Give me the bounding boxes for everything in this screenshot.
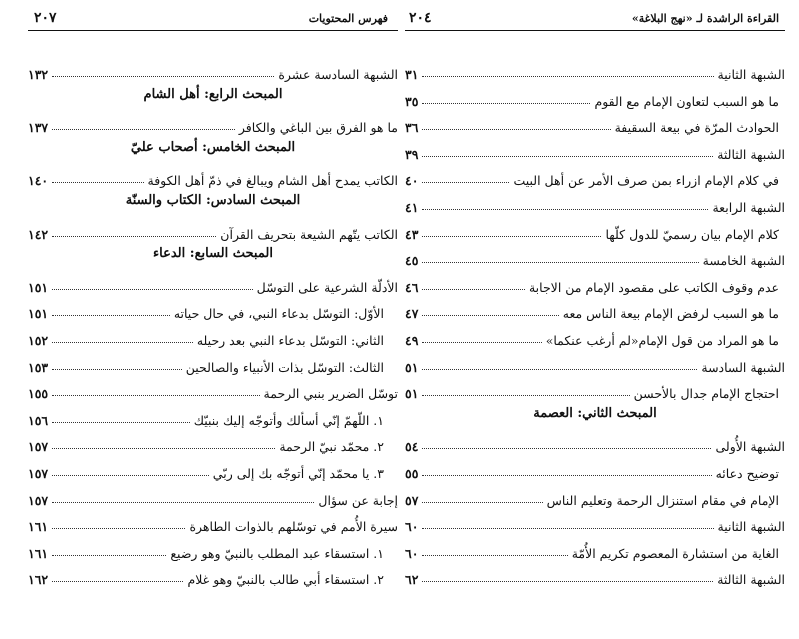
entry-page-number: ٥٤ <box>405 439 419 455</box>
toc-entry[interactable] <box>405 299 785 321</box>
dot-leader <box>52 342 193 343</box>
dot-leader <box>422 209 708 210</box>
dot-leader <box>52 236 216 237</box>
entry-title: الشبهة الثانية <box>717 519 785 535</box>
dot-leader <box>422 262 698 263</box>
toc-entry[interactable] <box>28 486 398 508</box>
dot-leader <box>52 475 209 476</box>
dot-leader <box>422 129 610 130</box>
dot-leader <box>52 581 183 582</box>
entry-title: ما هو الفرق بين الباغي والكافر <box>238 120 398 136</box>
toc-entry[interactable] <box>28 60 398 82</box>
dot-leader <box>52 448 275 449</box>
toc-entry[interactable] <box>28 539 398 561</box>
entry-title: الإمام في مقام استنزال الرحمة وتعليم الناس <box>546 492 779 508</box>
toc-entry[interactable] <box>405 565 785 587</box>
entry-title: إجابة عن سؤال <box>318 492 398 508</box>
entry-title: الكاتب يمدح أهل الشام ويبالغ في ذمّ أهل الكوفة <box>147 173 398 189</box>
dot-leader <box>422 103 590 104</box>
dot-leader <box>422 236 601 237</box>
toc-entry[interactable] <box>405 379 785 401</box>
toc-entry[interactable] <box>405 113 785 135</box>
toc-entry[interactable] <box>405 60 785 82</box>
left-page <box>28 0 398 639</box>
entry-title: ١. استسقاء عبد المطلب بالنبيّ وهو رضيع <box>170 545 384 561</box>
dot-leader <box>422 369 697 370</box>
dot-leader <box>422 475 711 476</box>
entry-page-number: ١٦٢ <box>28 572 49 588</box>
dot-leader <box>52 129 235 130</box>
toc-entry[interactable] <box>405 539 785 561</box>
entry-page-number: ١٥٧ <box>28 439 49 455</box>
header-title: فهرس المحتويات <box>308 12 388 25</box>
toc-entry[interactable] <box>405 166 785 188</box>
entry-title: ٣. يا محمّد إنّي أتوجّه بك إلى ربّي <box>212 466 384 481</box>
entry-title: عدم وقوف الكاتب على مقصود الإمام من الاجابة <box>528 279 779 295</box>
entry-title: الشبهة السادسة عشرة <box>278 67 398 82</box>
entry-title: الشبهة الأُولى <box>715 439 785 455</box>
entry-page-number: ٣٥ <box>405 93 419 109</box>
toc-entry[interactable] <box>405 87 785 109</box>
entry-title: في كلام الإمام ازراء بمن صرف الأمر عن أهل البيت <box>513 173 779 189</box>
dot-leader <box>52 182 143 183</box>
entry-page-number: ١٥١ <box>28 306 49 322</box>
entry-page-number: ٣٩ <box>405 146 419 162</box>
toc-entry[interactable] <box>405 220 785 242</box>
dot-leader <box>422 528 713 529</box>
toc-entry[interactable] <box>28 326 398 348</box>
entry-page-number: ٥٧ <box>405 492 419 508</box>
dot-leader <box>422 342 541 343</box>
entry-title: الثالث: التوسّل بذات الأنبياء والصالحين <box>185 359 384 375</box>
toc-entry[interactable] <box>28 459 398 481</box>
entry-title: توضيح دعائه <box>715 466 779 481</box>
page-header <box>28 10 398 31</box>
entry-page-number: ٥٥ <box>405 466 419 481</box>
toc-entry[interactable] <box>28 432 398 454</box>
entry-page-number: ١٥٣ <box>28 359 49 375</box>
entry-page-number: ١٤٠ <box>28 173 49 189</box>
dot-leader <box>52 315 170 316</box>
dot-leader <box>52 395 259 396</box>
dot-leader <box>422 156 713 157</box>
dot-leader <box>52 369 182 370</box>
entry-title: الشبهة الثالثة <box>717 146 785 162</box>
toc-entry[interactable] <box>405 353 785 375</box>
entry-title: ما هو المراد من قول الإمام«لم أرغب عنكما» <box>545 333 779 348</box>
entry-page-number: ١٣٢ <box>28 67 49 82</box>
dot-leader <box>52 289 253 290</box>
entry-page-number: ١٤٢ <box>28 226 49 242</box>
entry-title: الشبهة الرابعة <box>712 200 785 215</box>
right-page <box>405 0 785 639</box>
entry-page-number: ٥١ <box>405 359 419 375</box>
dot-leader <box>52 555 166 556</box>
entry-page-number: ١٣٧ <box>28 120 49 136</box>
toc-entry[interactable] <box>405 432 785 454</box>
entry-page-number: ٣٦ <box>405 120 419 136</box>
dot-leader <box>422 555 567 556</box>
dot-leader <box>422 289 525 290</box>
entry-title: الغاية من استشارة المعصوم تكريم الأُمّة <box>571 545 779 561</box>
section-heading: المبحث الخامس: أصحاب عليّ <box>130 139 296 155</box>
toc-entry[interactable] <box>28 166 398 188</box>
toc-entry[interactable] <box>28 406 398 428</box>
entry-page-number: ١٦١ <box>28 545 49 561</box>
toc-entry[interactable] <box>28 273 398 295</box>
toc-entry[interactable] <box>405 193 785 215</box>
toc-entry[interactable] <box>405 140 785 162</box>
toc-entry[interactable] <box>405 246 785 268</box>
entry-title: الحوادث المرّة في بيعة السقيفة <box>614 120 779 136</box>
entry-page-number: ٣١ <box>405 67 419 82</box>
page-number: ٢٠٤ <box>409 10 432 26</box>
dot-leader <box>422 395 629 396</box>
entry-page-number: ٤١ <box>405 200 419 215</box>
toc-entry[interactable] <box>405 326 785 348</box>
entry-page-number: ٤٠ <box>405 173 419 189</box>
entry-page-number: ١٥٧ <box>28 466 49 481</box>
entry-page-number: ١٥٢ <box>28 333 49 348</box>
entry-page-number: ٦٠ <box>405 519 419 535</box>
toc-entry[interactable] <box>28 353 398 375</box>
header-title: القراءة الراشدة لـ «نهج البلاغة» <box>631 12 779 25</box>
toc-entry[interactable] <box>28 299 398 321</box>
entry-title: ١. اللّهمّ إنّي أسألك وأتوجّه إليك بنبيّك <box>193 412 384 428</box>
entry-page-number: ٥١ <box>405 386 419 402</box>
toc-entry[interactable] <box>405 273 785 295</box>
page-header <box>405 10 785 31</box>
entry-title: ٢. محمّد نبيّ الرحمة <box>279 439 384 455</box>
entry-title: توسّل الضرير بنبي الرحمة <box>263 386 398 402</box>
entry-title: الكاتب يتّهم الشيعة بتحريف القرآن <box>220 226 398 242</box>
page-number: ٢٠٧ <box>34 10 57 26</box>
entry-title: ما هو السبب لرفض الإمام بيعة الناس معه <box>562 306 779 322</box>
entry-page-number: ٤٣ <box>405 226 419 242</box>
entry-title: ما هو السبب لتعاون الإمام مع القوم <box>594 93 779 109</box>
toc-entry[interactable] <box>28 379 398 401</box>
entry-title: سيرة الأُمم في توسّلهم بالذوات الطاهرة <box>189 519 398 535</box>
dot-leader <box>52 76 274 77</box>
entry-title: ٢. استسقاء أبي طالب بالنبيّ وهو غلام <box>187 572 384 588</box>
dot-leader <box>52 528 185 529</box>
entry-page-number: ٤٥ <box>405 253 419 269</box>
entry-page-number: ٤٩ <box>405 333 419 348</box>
entry-title: الشبهة الثالثة <box>717 572 785 588</box>
section-heading: المبحث الرابع: أهل الشام <box>143 86 283 102</box>
entry-page-number: ٤٦ <box>405 279 419 295</box>
section-heading: المبحث السادس: الكتاب والسنّة <box>125 193 301 208</box>
entry-title: الأوّل: التوسّل بدعاء النبي، في حال حياته <box>173 306 384 322</box>
toc-entry[interactable] <box>405 512 785 534</box>
entry-page-number: ٤٧ <box>405 306 419 322</box>
dot-leader <box>422 182 509 183</box>
entry-page-number: ١٥٧ <box>28 492 49 508</box>
dot-leader <box>422 448 711 449</box>
toc-entry[interactable] <box>405 459 785 481</box>
dot-leader <box>52 502 314 503</box>
toc-entry[interactable] <box>405 486 785 508</box>
toc-entry[interactable] <box>28 220 398 242</box>
entry-page-number: ٦٢ <box>405 572 419 588</box>
entry-title: الأدلّة الشرعية على التوسّل <box>256 279 398 295</box>
entry-title: الثاني: التوسّل بدعاء النبي بعد رحيله <box>196 333 384 348</box>
entry-page-number: ١٥٦ <box>28 412 49 428</box>
toc-entry[interactable] <box>28 113 398 135</box>
entry-page-number: ٦٠ <box>405 545 419 561</box>
entry-title: الشبهة السادسة <box>701 359 785 375</box>
entry-title: الشبهة الثانية <box>717 67 785 82</box>
entry-title: الشبهة الخامسة <box>702 253 785 269</box>
entry-page-number: ١٦١ <box>28 519 49 535</box>
dot-leader <box>422 76 713 77</box>
dot-leader <box>422 315 558 316</box>
entry-title: احتجاج الإمام جدال بالأحسن <box>633 386 779 402</box>
entry-title: كلام الإمام بيان رسميّ للدول كلّها <box>605 226 779 242</box>
dot-leader <box>422 581 713 582</box>
section-heading: المبحث الثاني: العصمة <box>533 405 657 421</box>
toc-entry[interactable] <box>28 565 398 587</box>
dot-leader <box>422 502 542 503</box>
entry-page-number: ١٥١ <box>28 279 49 295</box>
toc-entry[interactable] <box>28 512 398 534</box>
dot-leader <box>52 422 190 423</box>
section-heading: المبحث السابع: الدعاء <box>153 246 273 262</box>
entry-page-number: ١٥٥ <box>28 386 49 402</box>
